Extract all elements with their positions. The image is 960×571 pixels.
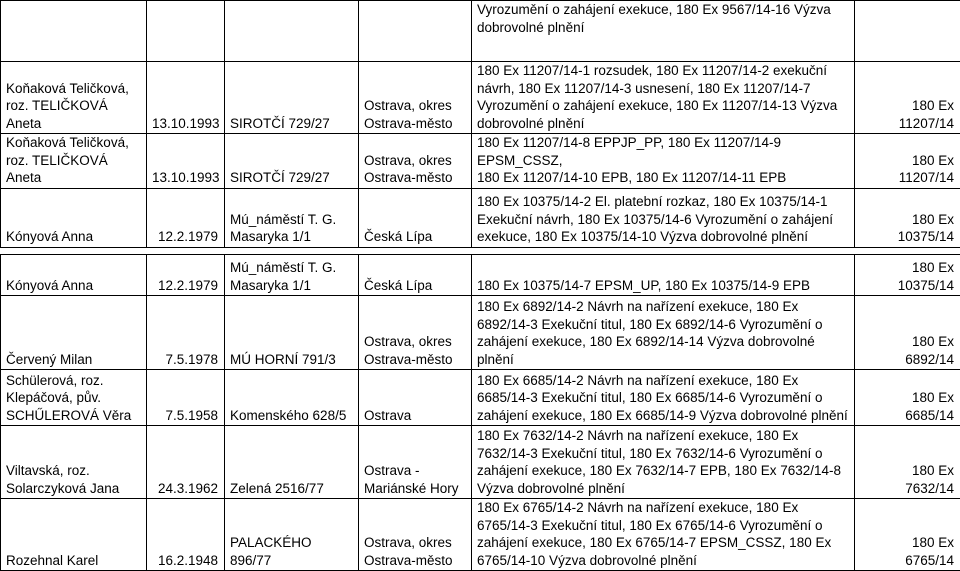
dob-cell: 12.2.1979 — [147, 188, 225, 247]
details-cell: 180 Ex 11207/14-8 EPPJP_PP, 180 Ex 11207/14-9 EPSM_CSSZ, 180 Ex 11207/14-10 EPB, 180 Ex 11207/14-11 EPB — [472, 134, 855, 189]
city-cell: Ostrava — [359, 370, 472, 426]
address-cell: SIROTČÍ 729/27 — [225, 134, 359, 189]
table-row — [1, 188, 960, 247]
dob-cell: 7.5.1978 — [147, 296, 225, 370]
details-cell: 180 Ex 6765/14-2 Návrh na nařízení exekuce, 180 Ex 6765/14-3 Exekuční titul, 180 Ex 6765/14-6 Vyrozumění o zahájení exekuce, 180 Ex 6765/14-7 EPSM_CSSZ, 180 Ex 6765/14-10 Výzva dobrovolné plnění — [472, 499, 855, 571]
details-cell: Vyrozumění o zahájení exekuce, 180 Ex 9567/14-16 Výzva dobrovolné plnění — [472, 1, 855, 62]
records-table-bottom — [0, 254, 960, 571]
table-row — [1, 62, 960, 134]
name-cell: Koňaková Teličková, roz. TELIČKOVÁ Aneta — [1, 134, 147, 189]
case-cell: 180 Ex 11207/14 — [855, 62, 960, 134]
records-table-top — [0, 0, 960, 248]
records-body-top — [1, 1, 960, 248]
dob-cell: 7.5.1958 — [147, 370, 225, 426]
address-cell — [225, 1, 359, 62]
city-cell: Česká Lípa — [359, 255, 472, 296]
address-cell: MÚ HORNÍ 791/3 — [225, 296, 359, 370]
address-cell: Komenského 628/5 — [225, 370, 359, 426]
address-cell: Mú_náměstí T. G. Masaryka 1/1 — [225, 255, 359, 296]
dob-cell: 13.10.1993 — [147, 62, 225, 134]
table-row — [1, 296, 960, 370]
city-cell: Česká Lípa — [359, 188, 472, 247]
name-cell: Kónyová Anna — [1, 255, 147, 296]
name-cell: Viltavská, roz. Solarczyková Jana — [1, 426, 147, 499]
dob-cell — [147, 1, 225, 62]
details-cell: 180 Ex 6892/14-2 Návrh na nařízení exekuce, 180 Ex 6892/14-3 Exekuční titul, 180 Ex 6892/14-6 Vyrozumění o zahájení exekuce, 180 Ex 6892/14-14 Výzva dobrovolné plnění — [472, 296, 855, 370]
records-body-bottom — [1, 255, 960, 571]
case-cell: 180 Ex 7632/14 — [855, 426, 960, 499]
city-cell: Ostrava, okres Ostrava-město — [359, 134, 472, 189]
city-cell: Ostrava, okres Ostrava-město — [359, 296, 472, 370]
table-row — [1, 426, 960, 499]
name-cell — [1, 1, 147, 62]
address-cell: PALACKÉHO 896/77 — [225, 499, 359, 571]
dob-cell: 12.2.1979 — [147, 255, 225, 296]
name-cell: Kónyová Anna — [1, 188, 147, 247]
table-row — [1, 134, 960, 189]
address-cell: SIROTČÍ 729/27 — [225, 62, 359, 134]
case-cell: 180 Ex 6685/14 — [855, 370, 960, 426]
city-cell: Ostrava, okres Ostrava-město — [359, 499, 472, 571]
case-cell: 180 Ex 6892/14 — [855, 296, 960, 370]
case-cell — [855, 1, 960, 62]
case-cell: 180 Ex 11207/14 — [855, 134, 960, 189]
dob-cell: 13.10.1993 — [147, 134, 225, 189]
name-cell: Červený Milan — [1, 296, 147, 370]
details-cell: 180 Ex 7632/14-2 Návrh na nařízení exekuce, 180 Ex 7632/14-3 Exekuční titul, 180 Ex 7632/14-6 Vyrozumění o zahájení exekuce, 180 Ex 7632/14-7 EPB, 180 Ex 7632/14-8 Výzva dobrovolné plnění — [472, 426, 855, 499]
details-cell: 180 Ex 6685/14-2 Návrh na nařízení exekuce, 180 Ex 6685/14-3 Exekuční titul, 180 Ex 6685/14-6 Vyrozumění o zahájení exekuce, 180 Ex 6685/14-9 Výzva dobrovolné plnění — [472, 370, 855, 426]
table-row — [1, 370, 960, 426]
name-cell: Schülerová, roz. Klepáčová, pův. SCHŰLEROVÁ Věra — [1, 370, 147, 426]
city-cell: Ostrava - Mariánské Hory — [359, 426, 472, 499]
city-cell: Ostrava, okres Ostrava-město — [359, 62, 472, 134]
details-cell: 180 Ex 10375/14-2 El. platební rozkaz, 180 Ex 10375/14-1 Exekuční návrh, 180 Ex 10375/14-6 Vyrozumění o zahájení exekuce, 180 Ex 10375/14-10 Výzva dobrovolné plnění — [472, 188, 855, 247]
dob-cell: 24.3.1962 — [147, 426, 225, 499]
name-cell: Koňaková Teličková, roz. TELIČKOVÁ Aneta — [1, 62, 147, 134]
table-row — [1, 255, 960, 296]
details-cell: 180 Ex 10375/14-7 EPSM_UP, 180 Ex 10375/14-9 EPB — [472, 255, 855, 296]
name-cell: Rozehnal Karel — [1, 499, 147, 571]
table-row — [1, 499, 960, 571]
city-cell — [359, 1, 472, 62]
table-row — [1, 1, 960, 62]
address-cell: Mú_náměstí T. G. Masaryka 1/1 — [225, 188, 359, 247]
case-cell: 180 Ex 10375/14 — [855, 255, 960, 296]
case-cell: 180 Ex 6765/14 — [855, 499, 960, 571]
dob-cell: 16.2.1948 — [147, 499, 225, 571]
case-cell: 180 Ex 10375/14 — [855, 188, 960, 247]
address-cell: Zelená 2516/77 — [225, 426, 359, 499]
details-cell: 180 Ex 11207/14-1 rozsudek, 180 Ex 11207/14-2 exekuční návrh, 180 Ex 11207/14-3 usnesení, 180 Ex 11207/14-7 Vyrozumění o zahájení exekuce, 180 Ex 11207/14-13 Výzva dobrovolné plnění — [472, 62, 855, 134]
